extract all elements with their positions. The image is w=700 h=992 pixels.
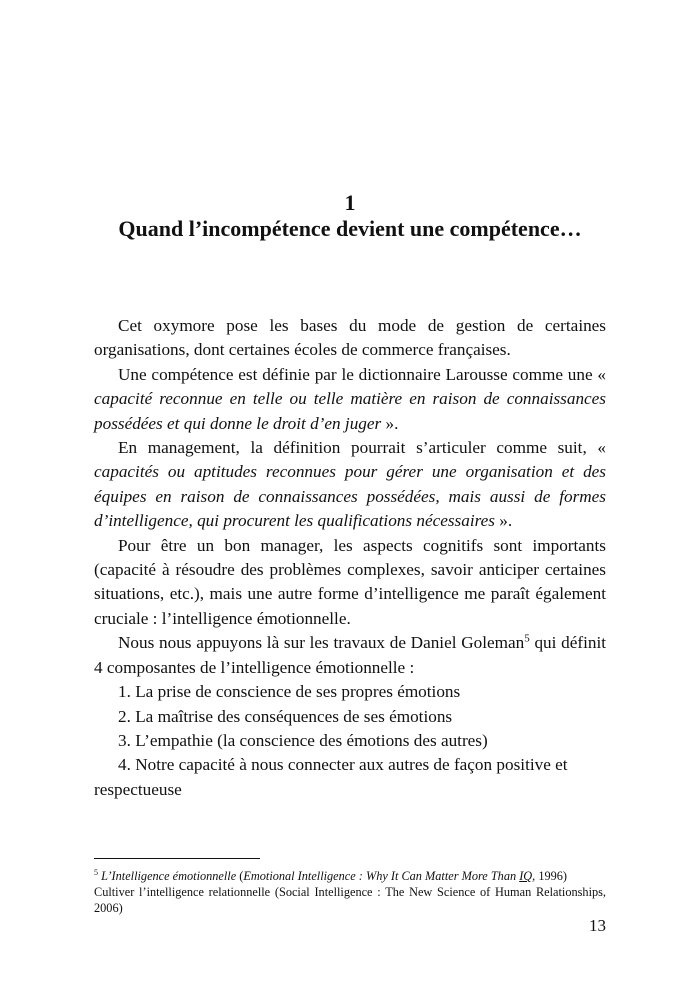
paragraph-text: ».	[381, 413, 399, 433]
footnote-text: (	[236, 869, 244, 883]
paragraph-management-definition	[94, 436, 606, 534]
quoted-definition: capacité reconnue en telle ou telle matière en raison de connaissances possédées et qui donne le droit d’en juger	[94, 389, 606, 433]
paragraph-text: En management, la définition pourrait s’articuler comme suit, «	[118, 438, 606, 458]
paragraph-text: Nous nous appuyons là sur les travaux de Daniel Goleman	[118, 633, 525, 653]
footnote-line-1	[94, 868, 606, 884]
footnote-divider	[94, 858, 260, 859]
footnote-line-2: Cultiver l’intelligence relationnelle (Social Intelligence : The New Science of Human Relationships, 2006)	[94, 885, 606, 915]
footnote-book-title: L’Intelligence émotionnelle	[101, 869, 237, 883]
footnote-book-title-en: Emotional Intelligence : Why It Can Matter More Than	[243, 869, 520, 883]
footnote-iq: IQ	[519, 869, 533, 883]
page-number: 13	[589, 916, 606, 935]
paragraph-text: Une compétence est définie par le dictionnaire Larousse comme une «	[118, 364, 606, 384]
chapter-title: Quand l’incompétence devient une compétence…	[118, 216, 582, 241]
footnote-marker: 5	[94, 867, 98, 877]
paragraph-text: ».	[494, 511, 513, 531]
footnote-text: , 1996)	[532, 869, 568, 883]
footnote-reference[interactable]: 5	[524, 632, 530, 645]
chapter-number: 1	[344, 190, 356, 215]
paragraph-text: qui définit 4 composantes de l’intelligence émotionnelle :	[94, 633, 606, 677]
paragraph-larousse-definition	[94, 363, 606, 436]
list-item: 4. Notre capacité à nous connecter aux autres de façon positive et respectueuse	[94, 755, 568, 799]
paragraph-good-manager: Pour être un bon manager, les aspects cognitifs sont importants (capacité à résoudre des problèmes complexes, savoir anticiper certaines situations, etc.), mais une autre forme d’intelligence me paraît également cruciale : l’intelligence émotionnelle.	[94, 535, 606, 628]
list-item: 3. L’empathie (la conscience des émotions des autres)	[118, 730, 488, 750]
list-item: 1. La prise de conscience de ses propres émotions	[118, 682, 461, 702]
footnotes	[94, 868, 606, 916]
body-text	[94, 314, 606, 802]
quoted-definition: capacités ou aptitudes reconnues pour gérer une organisation et des équipes en raison de connaissances possédées, mais aussi de formes d’intelligence, qui procurent les qualifications nécessaires	[94, 462, 606, 531]
paragraph-intro: Cet oxymore pose les bases du mode de gestion de certaines organisations, dont certaines écoles de commerce françaises.	[94, 316, 606, 360]
paragraph-goleman	[94, 631, 606, 680]
list-item: 2. La maîtrise des conséquences de ses émotions	[118, 706, 453, 726]
